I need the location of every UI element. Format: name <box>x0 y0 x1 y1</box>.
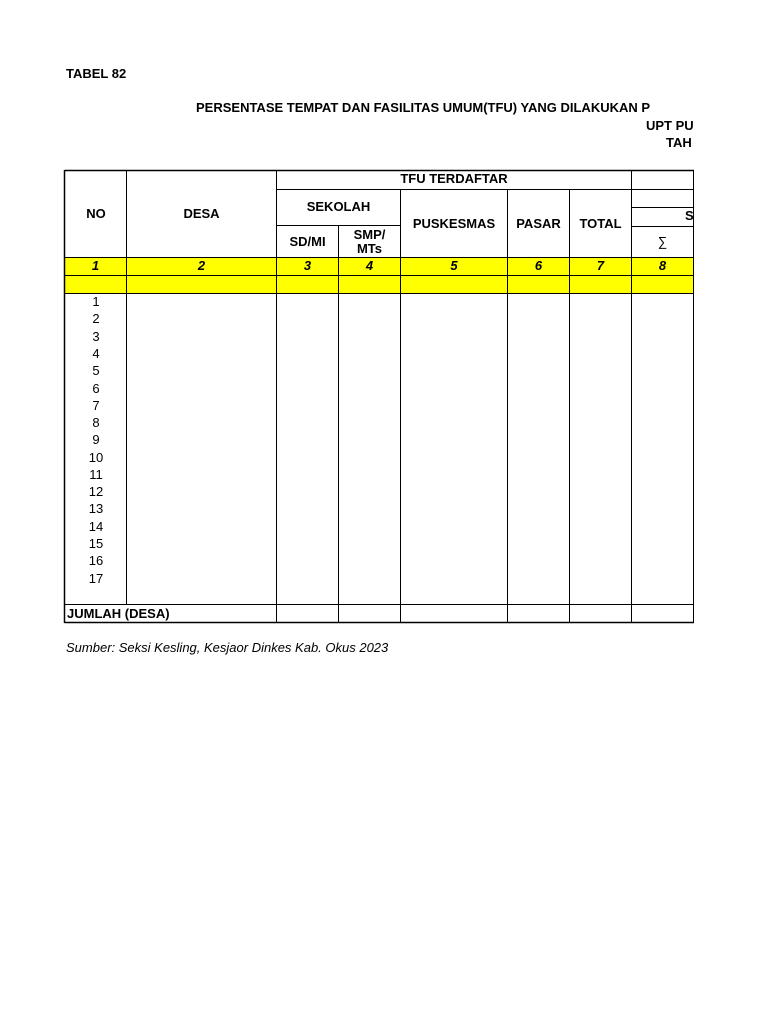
column-number-7: 7 <box>596 258 605 273</box>
table-row-number: 6 <box>92 381 100 396</box>
table-title-line-3: TAH <box>666 135 692 150</box>
header-partial-s: S <box>685 208 694 223</box>
table-row-number: 1 <box>92 294 100 309</box>
footer-jumlah-label: JUMLAH (DESA) <box>67 606 170 621</box>
header-desa: DESA <box>183 206 220 221</box>
header-sekolah: SEKOLAH <box>306 199 371 214</box>
table-row-number: 10 <box>88 450 104 465</box>
table-row-number: 7 <box>92 398 100 413</box>
table-row-number: 3 <box>92 329 100 344</box>
table-row-number: 5 <box>92 363 100 378</box>
column-number-1: 1 <box>91 258 100 273</box>
header-tfu-terdaftar: TFU TERDAFTAR <box>400 171 508 186</box>
table-title-line-1: PERSENTASE TEMPAT DAN FASILITAS UMUM(TFU) YANG DILAKUKAN P <box>196 100 651 115</box>
header-total: TOTAL <box>579 216 622 231</box>
header-sigma: ∑ <box>657 234 668 249</box>
table-row-number: 11 <box>89 467 103 482</box>
header-puskesmas: PUSKESMAS <box>412 216 496 231</box>
table-row-number: 14 <box>88 519 104 534</box>
highlight-row-bg <box>65 276 694 293</box>
header-smp-mts-line-2: MTs <box>356 241 383 256</box>
column-number-5: 5 <box>450 258 458 273</box>
table-row-number: 17 <box>88 571 104 586</box>
table-row-number: 16 <box>88 553 104 568</box>
table-row-number: 4 <box>92 346 100 361</box>
table-row-number: 8 <box>92 415 100 430</box>
table-row-number: 2 <box>92 311 100 326</box>
table-row-number: 9 <box>92 432 100 447</box>
table-title-line-2: UPT PU <box>646 118 694 133</box>
header-sd-mi: SD/MI <box>289 234 326 249</box>
header-smp-mts <box>339 228 400 256</box>
table-row-number: 13 <box>88 501 104 516</box>
column-number-6: 6 <box>534 258 543 273</box>
header-smp-mts-line-1: SMP/ <box>353 227 386 242</box>
header-no: NO <box>86 206 106 221</box>
table-row-number: 12 <box>88 484 104 499</box>
table-row-number: 15 <box>88 536 104 551</box>
column-number-3: 3 <box>303 258 312 273</box>
header-pasar: PASAR <box>516 216 561 231</box>
column-number-8: 8 <box>658 258 667 273</box>
column-number-2: 2 <box>197 258 206 273</box>
source-note: Sumber: Seksi Kesling, Kesjaor Dinkes Kab. Okus 2023 <box>66 640 389 655</box>
table-label: TABEL 82 <box>66 66 127 81</box>
column-number-4: 4 <box>365 258 374 273</box>
